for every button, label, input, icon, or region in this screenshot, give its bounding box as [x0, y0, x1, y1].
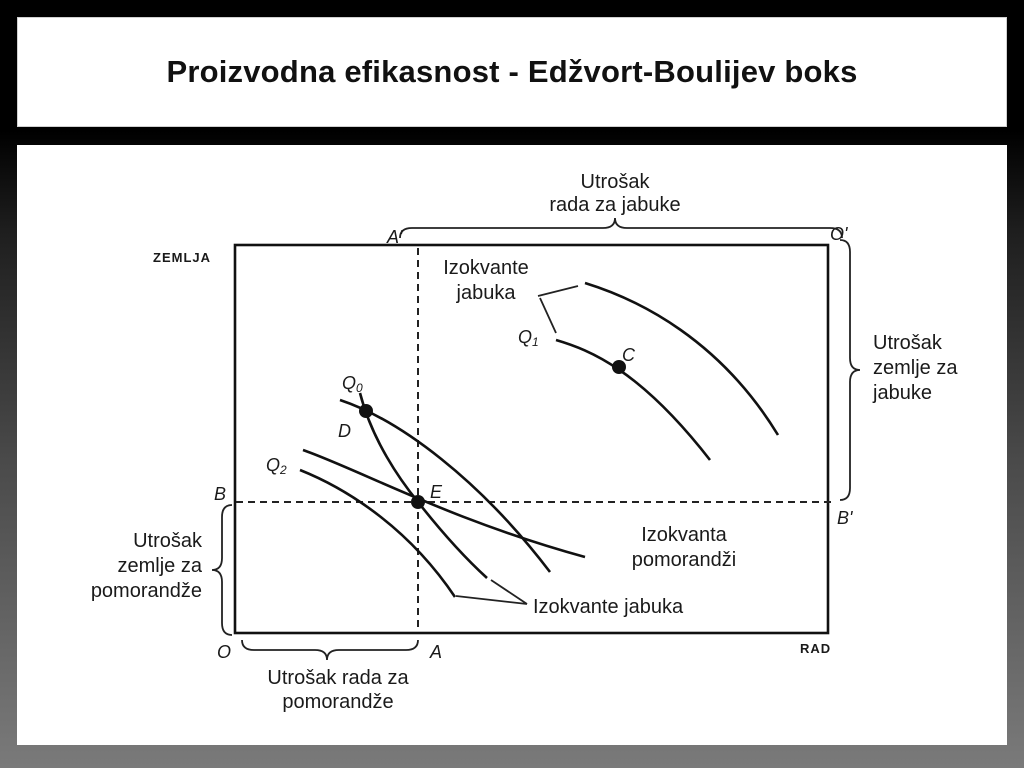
corner-a-prime-label: A': [387, 227, 403, 247]
point-e-dot: [411, 495, 425, 509]
corner-o-label: O: [217, 642, 232, 662]
q2-label: [266, 455, 287, 477]
right-brace: [840, 240, 860, 500]
apple-isoquants-top-label-line-2: jabuka: [456, 282, 516, 304]
box-frame: [235, 245, 828, 633]
corner-a-label: A: [430, 642, 443, 662]
top-brace-label-line-1: Utrošak: [580, 171, 650, 193]
bottom-label-leader-lines: [456, 580, 527, 604]
left-brace: [212, 505, 232, 635]
point-e-label: E: [430, 482, 443, 502]
q0-label: [342, 373, 363, 395]
orange-isoquant-label-line-2: pomorandži: [631, 549, 737, 571]
bottom-brace: [242, 640, 418, 660]
slide-title: Proizvodna efikasnost - Edžvort-Boulijev boks: [166, 54, 858, 89]
top-brace: [400, 218, 842, 238]
point-d-label: D: [338, 421, 351, 441]
edgeworth-box-diagram: [17, 145, 1007, 745]
q1-subscript: 1: [532, 335, 539, 349]
q0-subscript: 0: [356, 381, 363, 395]
orange-isoquant-label-line-1: Izokvanta: [641, 524, 727, 546]
apple-isoquants-bottom-label: Izokvante jabuka: [533, 596, 684, 618]
orange-isoquant-curve: [303, 450, 585, 557]
edgeworth-box-figure: [17, 145, 1007, 745]
point-d-dot: [359, 404, 373, 418]
bottom-brace-label-line-2: pomorandže: [282, 691, 394, 713]
q1-letter: Q: [518, 327, 533, 347]
vertical-axis-label: ZEMLJA: [153, 250, 211, 265]
horizontal-axis-label: RAD: [800, 641, 832, 656]
left-brace-label-line-1: Utrošak: [133, 530, 202, 552]
isoquant-q0-curve: [360, 393, 487, 578]
corner-o-prime-label: O': [830, 224, 848, 244]
top-label-leader-lines: [538, 286, 578, 333]
left-brace-label-line-2: zemlje za: [117, 555, 202, 577]
q0-letter: Q: [342, 373, 357, 393]
top-brace-label-line-2: rada za jabuke: [549, 194, 681, 216]
corner-b-label: B: [214, 484, 227, 504]
title-box: [17, 17, 1007, 127]
right-brace-label-line-2: zemlje za: [873, 357, 958, 379]
apple-isoquant-outer-curve: [585, 283, 778, 435]
q1-label: [518, 327, 539, 349]
apple-isoquants-top-label-line-1: Izokvante: [443, 257, 529, 279]
point-c-label: C: [622, 345, 635, 365]
right-brace-label-line-1: Utrošak: [873, 332, 942, 354]
q2-letter: Q: [266, 455, 281, 475]
bottom-brace-label-line-1: Utrošak rada za: [267, 667, 409, 689]
q2-subscript: 2: [280, 463, 287, 477]
corner-b-prime-label: B': [837, 508, 853, 528]
right-brace-label-line-3: jabuke: [873, 382, 932, 404]
left-brace-label-line-3: pomorandže: [90, 580, 202, 602]
